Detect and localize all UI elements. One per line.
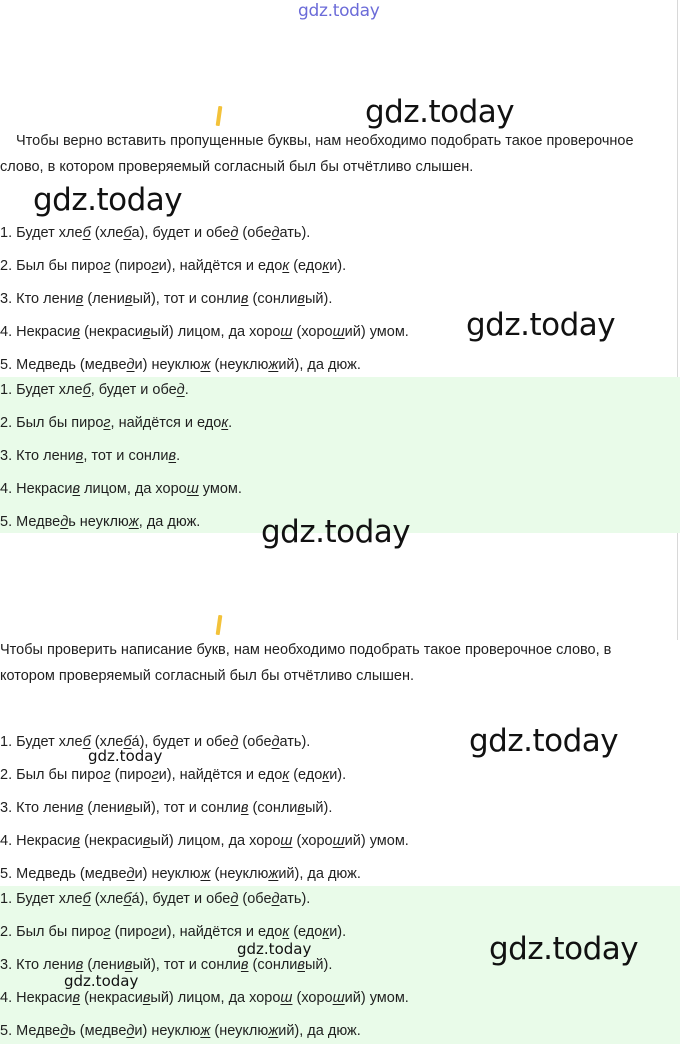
line-text: 2. Был бы пиро: [0, 258, 104, 274]
checked-letter: д: [271, 891, 280, 907]
checked-letter: ш: [280, 833, 293, 849]
watermark: gdz.today: [33, 182, 183, 218]
checked-letter: в: [240, 800, 249, 816]
checked-letter: в: [124, 291, 133, 307]
line-text: (некраси: [80, 990, 143, 1006]
line-text: (лени: [83, 291, 125, 307]
checked-letter: д: [230, 734, 239, 750]
line-text: а́), будет и обе: [131, 891, 231, 907]
checked-letter: к: [282, 258, 290, 274]
line-text: 1. Будет хле: [0, 225, 83, 241]
line-text: (едо: [289, 767, 323, 783]
line-text: и).: [329, 767, 347, 783]
line-text: 5. Медве: [0, 514, 61, 530]
line-text: (неуклю: [210, 357, 269, 373]
list-item: [0, 887, 409, 920]
checked-letter: ж: [200, 866, 211, 882]
line-text: (хоро: [292, 324, 333, 340]
line-text: 3. Кто лени: [0, 957, 76, 973]
line-text: ий) умом.: [344, 990, 409, 1006]
checked-letter: ш: [332, 324, 345, 340]
line-text: , найдётся и едо: [110, 415, 222, 431]
checked-letter: к: [282, 767, 290, 783]
checked-letter: ш: [280, 324, 293, 340]
checked-letter: в: [142, 833, 151, 849]
list-item: [0, 254, 409, 287]
line-text: (хоро: [292, 990, 333, 1006]
watermark: gdz.today: [237, 940, 312, 958]
line-text: (обе: [238, 734, 272, 750]
line-text: (хле: [90, 225, 124, 241]
line-text: ь (медве: [68, 1023, 127, 1039]
line-text: (лени: [83, 800, 125, 816]
line-text: (хле: [90, 891, 124, 907]
line-text: ый) лицом, да хоро: [150, 833, 281, 849]
checked-letter: г: [103, 767, 111, 783]
line-text: 5. Медведь (медве: [0, 357, 127, 373]
line-text: (хоро: [292, 833, 333, 849]
section1-answers: [0, 378, 242, 543]
checked-letter: б: [123, 225, 132, 241]
checked-letter: в: [75, 957, 84, 973]
checked-letter: б: [82, 891, 91, 907]
checked-letter: ж: [268, 357, 279, 373]
line-text: 5. Медведь (медве: [0, 866, 127, 882]
list-item: [0, 320, 409, 353]
line-text: 2. Был бы пиро: [0, 924, 104, 940]
section2-intro: Чтобы проверить написание букв, нам необходимо подобрать такое проверочное слово, в котором проверяемый согласный был бы отчётливо слышен.: [0, 642, 612, 684]
line-text: 3. Кто лени: [0, 291, 76, 307]
line-text: 1. Будет хле: [0, 891, 83, 907]
checked-letter: в: [240, 957, 249, 973]
list-item: [0, 730, 409, 763]
line-text: (хле: [90, 734, 124, 750]
line-text: (сонли: [248, 957, 298, 973]
line-text: (пиро: [110, 924, 152, 940]
checked-letter: в: [168, 448, 177, 464]
section2-items: [0, 730, 409, 895]
checked-letter: ш: [332, 990, 345, 1006]
watermark: gdz.today: [489, 931, 639, 967]
checked-letter: ж: [200, 1023, 211, 1039]
section-marker-1: [216, 106, 223, 126]
checked-letter: б: [123, 891, 132, 907]
line-text: 3. Кто лени: [0, 448, 76, 464]
checked-letter: д: [60, 514, 69, 530]
checked-letter: ш: [186, 481, 199, 497]
checked-letter: д: [126, 1023, 135, 1039]
checked-letter: в: [75, 291, 84, 307]
line-text: ый).: [304, 800, 333, 816]
checked-letter: к: [221, 415, 229, 431]
checked-letter: д: [271, 734, 280, 750]
checked-letter: к: [282, 924, 290, 940]
checked-letter: г: [103, 415, 111, 431]
checked-letter: в: [124, 800, 133, 816]
checked-letter: д: [230, 891, 239, 907]
line-text: ий), да дюж.: [278, 866, 361, 882]
line-text: и).: [329, 258, 347, 274]
checked-letter: д: [60, 1023, 69, 1039]
watermark: gdz.today: [469, 723, 619, 759]
watermark: gdz.today: [365, 94, 515, 130]
line-text: и) неуклю: [134, 357, 201, 373]
line-text: (пиро: [110, 767, 152, 783]
page-edge-divider: [677, 0, 678, 640]
checked-letter: ж: [268, 1023, 279, 1039]
checked-letter: в: [297, 291, 305, 307]
line-text: ий), да дюж.: [278, 1023, 361, 1039]
line-text: лицом, да хоро: [80, 481, 187, 497]
checked-letter: ж: [200, 357, 211, 373]
list-item: [0, 477, 242, 510]
line-text: (сонли: [248, 800, 298, 816]
line-text: ать).: [279, 734, 311, 750]
list-item: [0, 829, 409, 862]
list-item: [0, 953, 409, 986]
line-text: и), найдётся и едо: [158, 767, 283, 783]
line-text: ый) лицом, да хоро: [150, 324, 281, 340]
checked-letter: д: [126, 357, 135, 373]
checked-letter: г: [151, 924, 159, 940]
checked-letter: в: [72, 833, 81, 849]
line-text: .: [228, 415, 233, 431]
line-text: 5. Медве: [0, 1023, 61, 1039]
line-text: (некраси: [80, 833, 143, 849]
line-text: (неуклю: [210, 866, 269, 882]
line-text: 4. Некраси: [0, 833, 73, 849]
checked-letter: к: [322, 258, 330, 274]
line-text: 4. Некраси: [0, 481, 73, 497]
checked-letter: в: [297, 800, 305, 816]
checked-letter: б: [82, 382, 91, 398]
checked-letter: б: [123, 734, 132, 750]
checked-letter: д: [271, 225, 280, 241]
checked-letter: к: [322, 924, 330, 940]
checked-letter: б: [82, 225, 91, 241]
line-text: ый), тот и сонли: [132, 957, 241, 973]
line-text: и) неуклю: [134, 866, 201, 882]
list-item: [0, 411, 242, 444]
line-text: (обе: [238, 891, 272, 907]
checked-letter: в: [297, 957, 305, 973]
line-text: .: [176, 448, 181, 464]
list-item: [0, 378, 242, 411]
line-text: 3. Кто лени: [0, 800, 76, 816]
watermark-top: gdz.today: [298, 1, 380, 21]
line-text: ий) умом.: [344, 324, 409, 340]
checked-letter: ш: [332, 833, 345, 849]
line-text: (пиро: [110, 258, 152, 274]
checked-letter: д: [176, 382, 185, 398]
line-text: ь неуклю: [68, 514, 129, 530]
list-item: [0, 796, 409, 829]
list-item: [0, 1019, 409, 1052]
line-text: (едо: [289, 258, 323, 274]
line-text: и), найдётся и едо: [158, 924, 283, 940]
watermark: gdz.today: [64, 972, 139, 990]
checked-letter: ж: [128, 514, 139, 530]
line-text: ий), да дюж.: [278, 357, 361, 373]
watermark: gdz.today: [88, 747, 163, 765]
section1-intro: Чтобы верно вставить пропущенные буквы, нам необходимо подобрать такое проверочное слово, в котором проверяемый согласный был бы отчётливо слышен.: [0, 133, 634, 175]
list-item: [0, 763, 409, 796]
line-text: 1. Будет хле: [0, 734, 83, 750]
checked-letter: в: [72, 324, 81, 340]
line-text: (некраси: [80, 324, 143, 340]
watermark: gdz.today: [261, 514, 411, 550]
line-text: ать).: [279, 225, 311, 241]
line-text: 4. Некраси: [0, 990, 73, 1006]
section-marker-2: [216, 615, 223, 635]
line-text: 4. Некраси: [0, 324, 73, 340]
checked-letter: в: [124, 957, 133, 973]
checked-letter: в: [142, 324, 151, 340]
line-text: , тот и сонли: [83, 448, 169, 464]
line-text: ый).: [304, 291, 333, 307]
line-text: умом.: [198, 481, 242, 497]
line-text: и) неуклю: [134, 1023, 201, 1039]
line-text: и), найдётся и едо: [158, 258, 283, 274]
line-text: ий) умом.: [344, 833, 409, 849]
watermark: gdz.today: [466, 307, 616, 343]
line-text: ый).: [304, 957, 333, 973]
checked-letter: д: [230, 225, 239, 241]
list-item: [0, 444, 242, 477]
checked-letter: в: [75, 448, 84, 464]
checked-letter: ш: [280, 990, 293, 1006]
line-text: (обе: [238, 225, 272, 241]
checked-letter: д: [126, 866, 135, 882]
section2-answers: [0, 887, 409, 1052]
line-text: 2. Был бы пиро: [0, 415, 104, 431]
checked-letter: в: [72, 990, 81, 1006]
checked-letter: г: [103, 924, 111, 940]
line-text: а́), будет и обе: [131, 734, 231, 750]
list-item: [0, 986, 409, 1019]
list-item: [0, 920, 409, 953]
checked-letter: в: [240, 291, 249, 307]
checked-letter: г: [151, 767, 159, 783]
checked-letter: б: [82, 734, 91, 750]
line-text: ый), тот и сонли: [132, 291, 241, 307]
line-text: ый), тот и сонли: [132, 800, 241, 816]
line-text: ать).: [279, 891, 311, 907]
line-text: (лени: [83, 957, 125, 973]
list-item: [0, 221, 409, 254]
line-text: .: [184, 382, 189, 398]
checked-letter: в: [142, 990, 151, 1006]
line-text: ый) лицом, да хоро: [150, 990, 281, 1006]
checked-letter: в: [72, 481, 81, 497]
line-text: , будет и обе: [90, 382, 177, 398]
list-item: [0, 287, 409, 320]
line-text: а), будет и обе: [131, 225, 231, 241]
section1-items: [0, 221, 409, 386]
line-text: и).: [329, 924, 347, 940]
line-text: (сонли: [248, 291, 298, 307]
checked-letter: г: [151, 258, 159, 274]
list-item: [0, 510, 242, 543]
checked-letter: ж: [268, 866, 279, 882]
line-text: (едо: [289, 924, 323, 940]
checked-letter: к: [322, 767, 330, 783]
line-text: 1. Будет хле: [0, 382, 83, 398]
checked-letter: в: [75, 800, 84, 816]
line-text: , да дюж.: [138, 514, 201, 530]
line-text: 2. Был бы пиро: [0, 767, 104, 783]
checked-letter: г: [103, 258, 111, 274]
line-text: (неуклю: [210, 1023, 269, 1039]
